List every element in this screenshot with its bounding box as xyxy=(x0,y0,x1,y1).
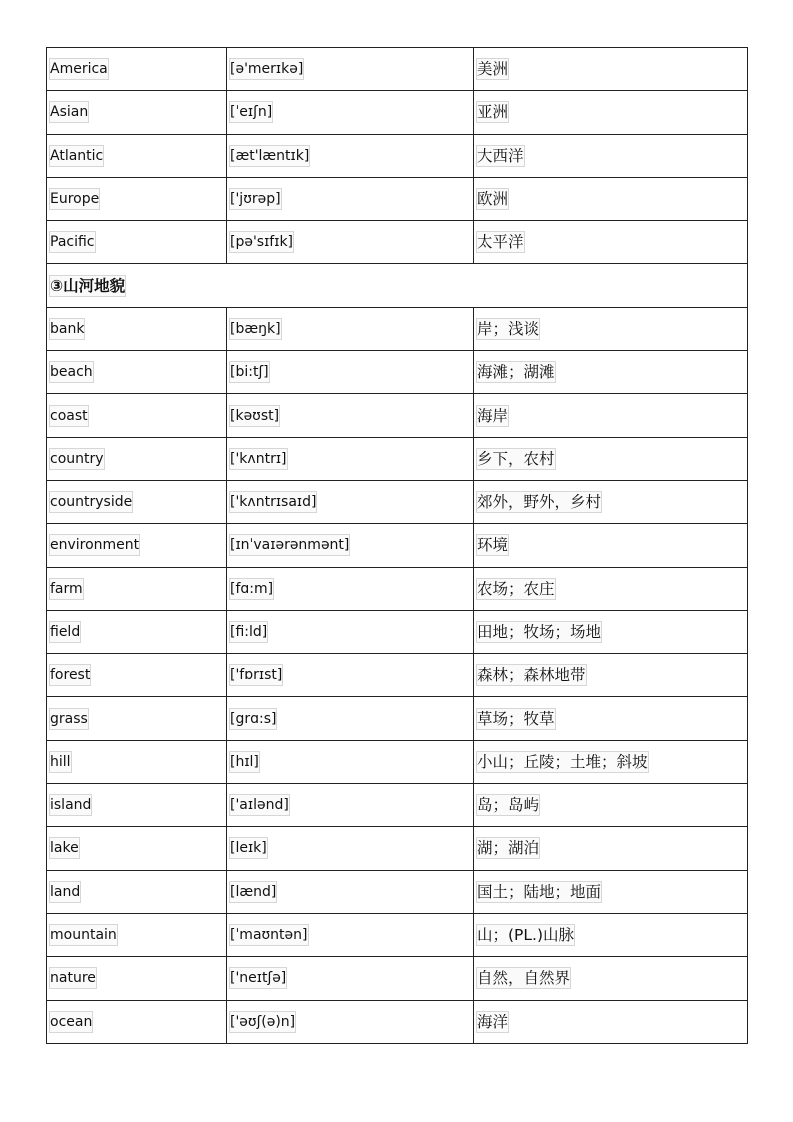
word-text: bank xyxy=(49,318,85,340)
phonetic-cell xyxy=(227,48,474,91)
meaning-cell xyxy=(474,913,748,956)
table-row xyxy=(47,610,748,653)
word-text: Europe xyxy=(49,188,100,210)
phonetic-cell xyxy=(227,394,474,437)
word-text: grass xyxy=(49,708,89,730)
vocabulary-table xyxy=(46,47,748,1044)
meaning-cell xyxy=(474,827,748,870)
section-header-group xyxy=(47,264,748,307)
word-text: America xyxy=(49,58,109,80)
word-cell xyxy=(47,697,227,740)
meaning-cell xyxy=(474,524,748,567)
phonetic-text: ['jʊrəp] xyxy=(229,188,282,210)
phonetic-cell xyxy=(227,351,474,394)
meaning-cell xyxy=(474,654,748,697)
phonetic-cell xyxy=(227,870,474,913)
phonetic-text: [ə'merɪkə] xyxy=(229,58,304,80)
meaning-cell xyxy=(474,784,748,827)
meaning-text: 环境 xyxy=(477,536,509,555)
meaning-text: 农场；农庄 xyxy=(477,579,555,598)
phonetic-text: ['kʌntrɪ] xyxy=(229,448,288,470)
meaning-text: 美洲 xyxy=(477,60,509,79)
word-text: environment xyxy=(49,534,140,556)
meaning-cell xyxy=(474,957,748,1000)
phonetic-cell xyxy=(227,91,474,134)
word-cell xyxy=(47,437,227,480)
word-text: land xyxy=(49,881,81,903)
table-row xyxy=(47,784,748,827)
meaning-cell xyxy=(474,221,748,264)
meaning-text: 海岸 xyxy=(477,406,509,425)
phonetic-text: [pə'sɪfɪk] xyxy=(229,231,294,253)
word-text: ocean xyxy=(49,1011,93,1033)
word-cell xyxy=(47,134,227,177)
phonetic-cell xyxy=(227,957,474,1000)
word-text: Pacific xyxy=(49,231,96,253)
phonetic-text: [bæŋk] xyxy=(229,318,282,340)
meaning-text: 太平洋 xyxy=(477,233,524,252)
word-cell xyxy=(47,957,227,1000)
word-cell xyxy=(47,610,227,653)
table-row xyxy=(47,913,748,956)
word-cell xyxy=(47,827,227,870)
table-row xyxy=(47,957,748,1000)
meaning-text: 自然，自然界 xyxy=(477,969,571,988)
meaning-cell xyxy=(474,177,748,220)
phonetic-cell xyxy=(227,654,474,697)
word-cell xyxy=(47,870,227,913)
meaning-text: 岸；浅谈 xyxy=(477,319,540,338)
phonetic-cell xyxy=(227,134,474,177)
phonetic-cell xyxy=(227,1000,474,1043)
word-text: hill xyxy=(49,751,72,773)
meaning-cell xyxy=(474,870,748,913)
word-text: mountain xyxy=(49,924,118,946)
phonetic-cell xyxy=(227,913,474,956)
table-row xyxy=(47,307,748,350)
word-cell xyxy=(47,351,227,394)
meaning-cell xyxy=(474,740,748,783)
phonetic-cell xyxy=(227,221,474,264)
word-text: forest xyxy=(49,664,91,686)
phonetic-cell xyxy=(227,827,474,870)
phonetic-cell xyxy=(227,437,474,480)
table-row xyxy=(47,524,748,567)
meaning-cell xyxy=(474,351,748,394)
table-row xyxy=(47,48,748,91)
section-title: ③山河地貌 xyxy=(50,276,126,295)
meaning-text: 草场；牧草 xyxy=(477,709,555,728)
word-text: island xyxy=(49,794,92,816)
phonetic-text: ['kʌntrɪsaɪd] xyxy=(229,491,317,513)
word-text: Asian xyxy=(49,101,89,123)
word-cell xyxy=(47,740,227,783)
word-text: Atlantic xyxy=(49,145,104,167)
meaning-text: 亚洲 xyxy=(477,103,509,122)
phonetic-text: [bi:tʃ] xyxy=(229,361,270,383)
word-text: field xyxy=(49,621,81,643)
word-cell xyxy=(47,307,227,350)
word-cell xyxy=(47,654,227,697)
phonetic-cell xyxy=(227,177,474,220)
table-row xyxy=(47,134,748,177)
phonetic-text: [leɪk] xyxy=(229,837,268,859)
phonetic-text: [kəʊst] xyxy=(229,405,280,427)
table-row xyxy=(47,740,748,783)
phonetic-text: [fi:ld] xyxy=(229,621,268,643)
phonetic-text: [hɪl] xyxy=(229,751,260,773)
meaning-text: 山；(PL.)山脉 xyxy=(477,926,575,945)
meaning-text: 岛；岛屿 xyxy=(477,796,540,815)
word-cell xyxy=(47,221,227,264)
table-row xyxy=(47,870,748,913)
phonetic-text: ['neɪtʃə] xyxy=(229,967,287,989)
meaning-cell xyxy=(474,134,748,177)
table-row xyxy=(47,177,748,220)
phonetic-cell xyxy=(227,524,474,567)
meaning-cell xyxy=(474,480,748,523)
meaning-cell xyxy=(474,610,748,653)
phonetic-text: ['əʊʃ(ə)n] xyxy=(229,1011,296,1033)
meaning-text: 欧洲 xyxy=(477,190,509,209)
meaning-text: 海滩；湖滩 xyxy=(477,363,555,382)
meaning-cell xyxy=(474,567,748,610)
landforms-group xyxy=(47,307,748,1043)
phonetic-text: [grɑ:s] xyxy=(229,708,277,730)
meaning-text: 海洋 xyxy=(477,1012,509,1031)
word-cell xyxy=(47,91,227,134)
meaning-text: 湖；湖泊 xyxy=(477,839,540,858)
meaning-text: 国土；陆地；地面 xyxy=(477,882,602,901)
phonetic-text: [lænd] xyxy=(229,881,277,903)
word-text: nature xyxy=(49,967,97,989)
meaning-cell xyxy=(474,1000,748,1043)
phonetic-cell xyxy=(227,567,474,610)
word-cell xyxy=(47,394,227,437)
phonetic-text: [ˈmaʊntən] xyxy=(229,924,309,946)
meaning-cell xyxy=(474,48,748,91)
phonetic-cell xyxy=(227,610,474,653)
table-row xyxy=(47,221,748,264)
phonetic-cell xyxy=(227,307,474,350)
phonetic-cell xyxy=(227,480,474,523)
section-cell xyxy=(47,264,748,307)
word-text: coast xyxy=(49,405,89,427)
phonetic-text: [fɑ:m] xyxy=(229,578,274,600)
phonetic-text: ['fɒrɪst] xyxy=(229,664,283,686)
meaning-cell xyxy=(474,697,748,740)
table-row xyxy=(47,351,748,394)
word-text: countryside xyxy=(49,491,133,513)
word-text: lake xyxy=(49,837,80,859)
table-row xyxy=(47,480,748,523)
table-row xyxy=(47,91,748,134)
phonetic-text: [ɪnˈvaɪərənmənt] xyxy=(229,534,350,556)
meaning-cell xyxy=(474,307,748,350)
meaning-text: 森林；森林地带 xyxy=(477,666,586,685)
meaning-cell xyxy=(474,437,748,480)
phonetic-text: [æt'læntɪk] xyxy=(229,145,310,167)
phonetic-cell xyxy=(227,740,474,783)
meaning-text: 大西洋 xyxy=(477,146,524,165)
phonetic-text: ['aɪlənd] xyxy=(229,794,290,816)
table-row xyxy=(47,654,748,697)
table-row xyxy=(47,437,748,480)
word-text: country xyxy=(49,448,105,470)
phonetic-cell xyxy=(227,784,474,827)
table-row xyxy=(47,567,748,610)
word-cell xyxy=(47,913,227,956)
phonetic-text: [ˈeɪʃn] xyxy=(229,101,273,123)
table-row xyxy=(47,697,748,740)
meaning-cell xyxy=(474,91,748,134)
meaning-text: 乡下，农村 xyxy=(477,449,555,468)
table-row xyxy=(47,827,748,870)
table-row xyxy=(47,394,748,437)
meaning-cell xyxy=(474,394,748,437)
word-cell xyxy=(47,48,227,91)
continents-group xyxy=(47,48,748,264)
word-cell xyxy=(47,177,227,220)
meaning-text: 田地；牧场；场地 xyxy=(477,623,602,641)
section-row xyxy=(47,264,748,307)
word-cell xyxy=(47,524,227,567)
meaning-text: 小山；丘陵；土堆；斜坡 xyxy=(477,752,648,771)
meaning-text: 郊外，野外，乡村 xyxy=(477,493,602,512)
word-cell xyxy=(47,567,227,610)
word-cell xyxy=(47,1000,227,1043)
word-text: beach xyxy=(49,361,94,383)
word-cell xyxy=(47,480,227,523)
word-cell xyxy=(47,784,227,827)
phonetic-cell xyxy=(227,697,474,740)
word-text: farm xyxy=(49,578,84,600)
table-row xyxy=(47,1000,748,1043)
